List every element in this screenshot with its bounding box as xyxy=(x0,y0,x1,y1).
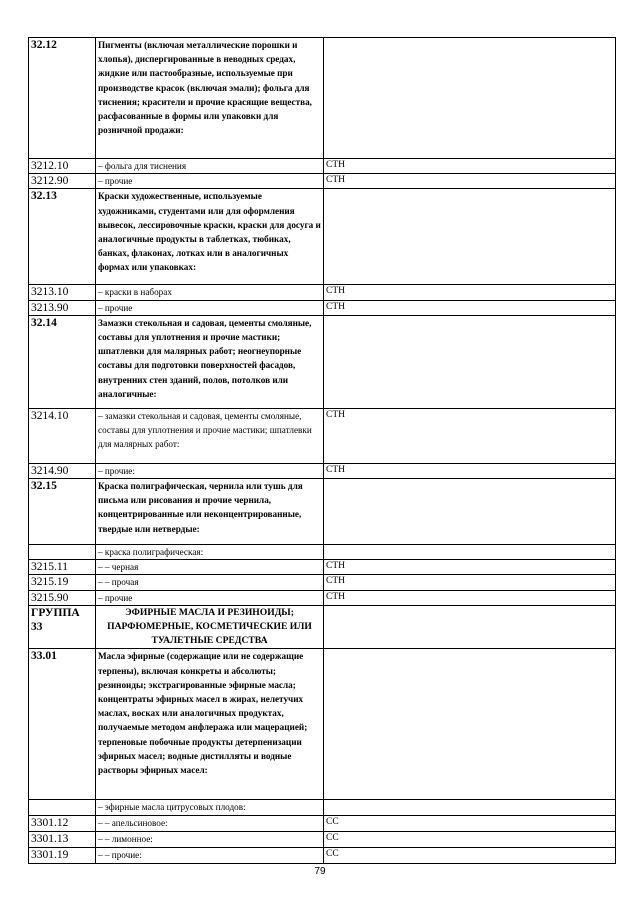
standard-cell xyxy=(324,38,616,159)
table-row xyxy=(29,800,616,815)
standard-cell: СС xyxy=(324,847,616,863)
subheading-code: 3301.13 xyxy=(29,831,96,847)
subheading-description: – эфирные масла цитрусовых плодов: xyxy=(96,800,324,815)
table-row xyxy=(29,38,616,159)
heading-description: Краска полиграфическая, чернила или тушь для письма или рисования и прочие чернила, концентрированные или неконцентрированные, твердые или нетвердые: xyxy=(96,479,324,545)
subheading-code: 3212.10 xyxy=(29,159,96,174)
table-row xyxy=(29,560,616,575)
heading-code: 32.14 xyxy=(29,315,96,408)
group-title: ЭФИРНЫЕ МАСЛА И РЕЗИНОИДЫ; ПАРФЮМЕРНЫЕ, КОСМЕТИЧЕСКИЕ ИЛИ ТУАЛЕТНЫЕ СРЕДСТВА xyxy=(96,605,324,649)
standard-cell: СТН xyxy=(324,408,616,463)
tariff-table xyxy=(28,37,616,864)
subheading-code: 3301.19 xyxy=(29,847,96,863)
subheading-description: – прочие xyxy=(96,590,324,605)
standard-cell: СТН xyxy=(324,285,616,300)
standard-cell xyxy=(324,545,616,560)
table-row xyxy=(29,649,616,800)
subheading-description: – краски в наборах xyxy=(96,285,324,300)
heading-code: 32.15 xyxy=(29,479,96,545)
table-row xyxy=(29,575,616,590)
standard-cell: СТН xyxy=(324,590,616,605)
table-row xyxy=(29,463,616,478)
subheading-code xyxy=(29,545,96,560)
subheading-code: 3213.90 xyxy=(29,300,96,315)
standard-cell xyxy=(324,189,616,285)
heading-code: 32.13 xyxy=(29,189,96,285)
standard-cell xyxy=(324,479,616,545)
subheading-description: – прочие: xyxy=(96,463,324,478)
subheading-code xyxy=(29,800,96,815)
page-number: 79 xyxy=(314,866,326,877)
subheading-code: 3214.90 xyxy=(29,463,96,478)
table-row xyxy=(29,285,616,300)
document-page xyxy=(28,37,615,864)
table-row xyxy=(29,174,616,189)
table-row xyxy=(29,315,616,408)
subheading-code: 3215.11 xyxy=(29,560,96,575)
standard-cell: СТН xyxy=(324,560,616,575)
standard-cell: СТН xyxy=(324,300,616,315)
subheading-code: 3215.90 xyxy=(29,590,96,605)
subheading-description: – замазки стекольная и садовая, цементы смоляные, составы для уплотнения и прочие мастики; шпатлевки для малярных работ: xyxy=(96,408,324,463)
standard-cell: СТН xyxy=(324,463,616,478)
subheading-description: – – лимонное: xyxy=(96,831,324,847)
subheading-description: – прочие xyxy=(96,174,324,189)
table-row xyxy=(29,159,616,174)
subheading-code: 3214.10 xyxy=(29,408,96,463)
subheading-description: – – апельсиновое: xyxy=(96,815,324,831)
subheading-description: – – черная xyxy=(96,560,324,575)
heading-description: Пигменты (включая металлические порошки и хлопья), диспергированные в неводных средах, жидкие или пастообразные, используемые при производстве красок (включая эмали); фольга для тиснения; красители и прочие красящие вещества, расфасованные в формы или упаковки для розничной продажи: xyxy=(96,38,324,159)
subheading-description: – краска полиграфическая: xyxy=(96,545,324,560)
standard-cell: СС xyxy=(324,815,616,831)
table-row xyxy=(29,189,616,285)
table-row xyxy=(29,479,616,545)
subheading-code: 3212.90 xyxy=(29,174,96,189)
subheading-code: 3301.12 xyxy=(29,815,96,831)
standard-cell: СТН xyxy=(324,159,616,174)
table-row xyxy=(29,408,616,463)
table-row xyxy=(29,831,616,847)
subheading-description: – фольга для тиснения xyxy=(96,159,324,174)
heading-description: Замазки стекольная и садовая, цементы смоляные, составы для уплотнения и прочие мастики; шпатлевки для малярных работ; неогнеупорные составы для подготовки поверхностей фасадов, внутренних стен зданий, полов, потолков или аналогичные: xyxy=(96,315,324,408)
table-row xyxy=(29,590,616,605)
table-row xyxy=(29,300,616,315)
subheading-code: 3215.19 xyxy=(29,575,96,590)
heading-description: Масла эфирные (содержащие или не содержащие терпены), включая конкреты и абсолюты; резиноиды; экстрагированные эфирные масла; концентраты эфирных масел в жирах, нелетучих маслах, восках или аналогичных продуктах, получаемые методом анфлеража или мацерацией; терпеновые побочные продукты детерпенизации эфирных масел; водные дистилляты и водные растворы эфирных масел: xyxy=(96,649,324,800)
subheading-description: – прочие xyxy=(96,300,324,315)
standard-cell xyxy=(324,315,616,408)
standard-cell xyxy=(324,800,616,815)
subheading-description: – – прочие: xyxy=(96,847,324,863)
heading-description: Краски художественные, используемые художниками, студентами или для оформления вывесок, лессировочные краски, краски для досуга и аналогичные продукты в таблетках, тюбиках, банках, флаконах, лотках или в аналогичных формах или упаковках: xyxy=(96,189,324,285)
subheading-code: 3213.10 xyxy=(29,285,96,300)
subheading-description: – – прочая xyxy=(96,575,324,590)
heading-code: 32.12 xyxy=(29,38,96,159)
group-code: ГРУППА 33 xyxy=(29,605,96,649)
table-row xyxy=(29,847,616,863)
table-row xyxy=(29,605,616,649)
heading-code: 33.01 xyxy=(29,649,96,800)
table-row xyxy=(29,545,616,560)
standard-cell xyxy=(324,649,616,800)
standard-cell: СТН xyxy=(324,174,616,189)
standard-cell xyxy=(324,605,616,649)
standard-cell: СТН xyxy=(324,575,616,590)
table-row xyxy=(29,815,616,831)
standard-cell: СС xyxy=(324,831,616,847)
